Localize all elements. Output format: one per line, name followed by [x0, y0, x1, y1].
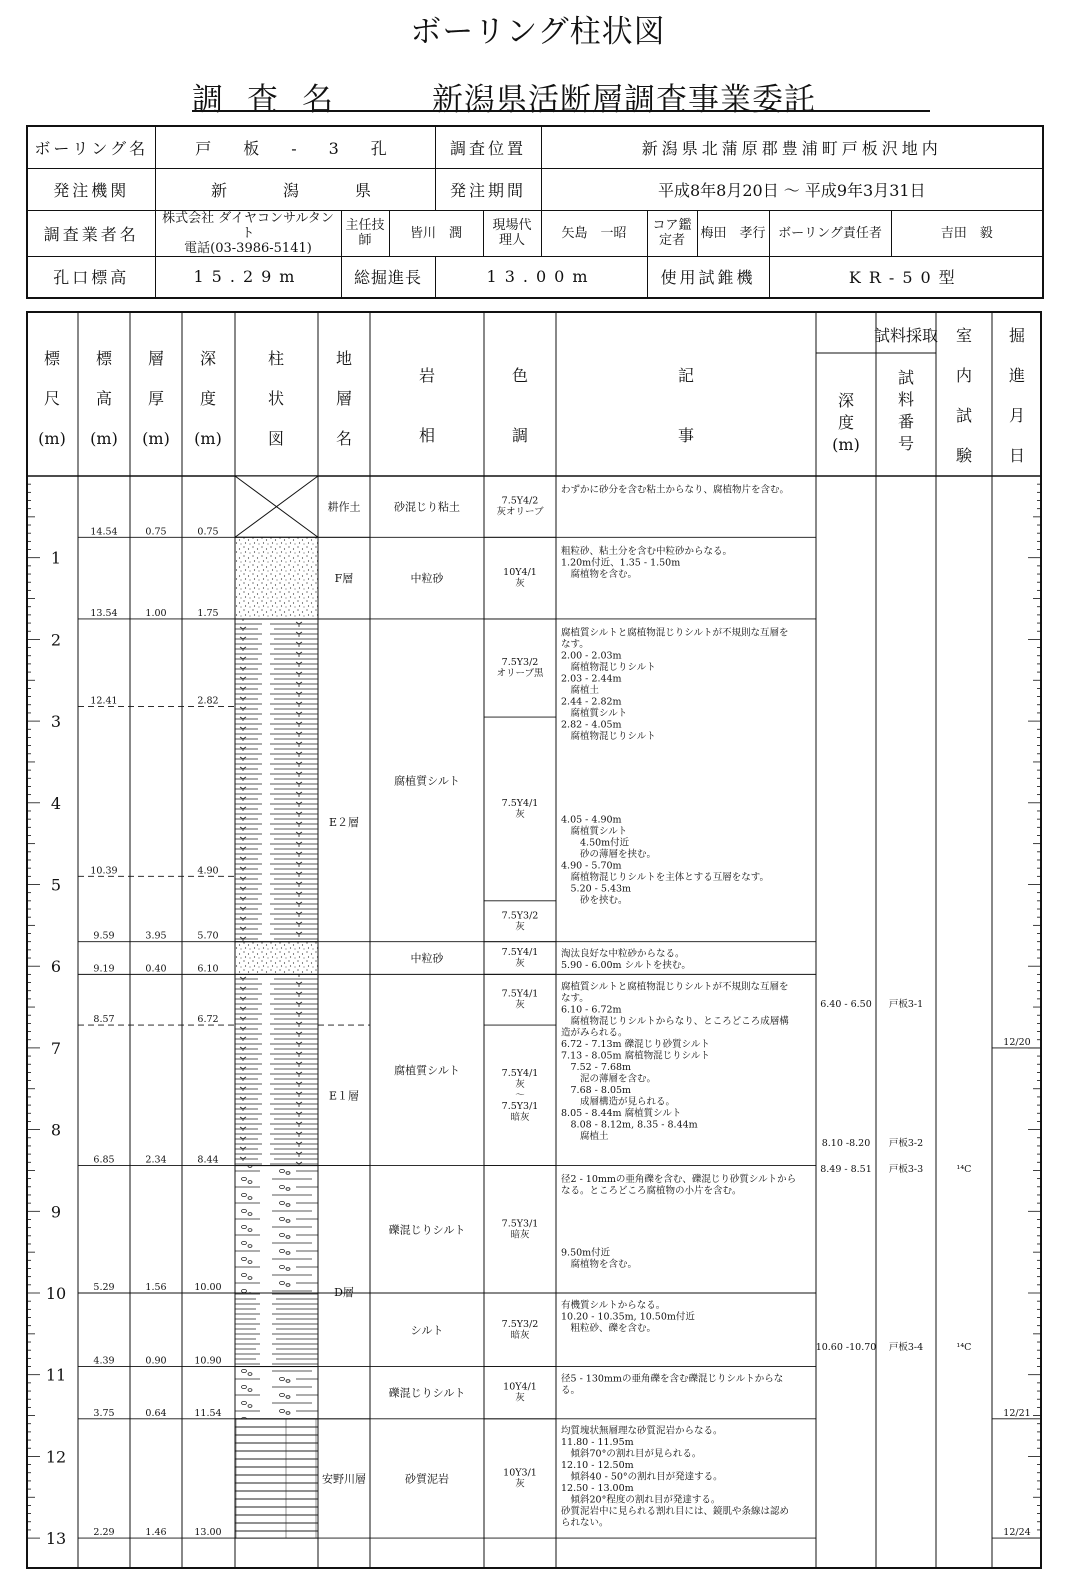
color-text: 〜	[515, 1089, 525, 1101]
note-line: 径2 - 10mmの亜角礫を含む、礫混じり砂質シルトから	[561, 1174, 797, 1186]
boring-log-chart	[26, 311, 1042, 1569]
column-pattern-grid	[235, 1419, 318, 1538]
lab-test: ¹⁴C	[956, 1163, 972, 1175]
scale-label: 9	[50, 1202, 62, 1222]
boundary-thickness: 1.56	[145, 1282, 167, 1293]
boring-name: 戸 板 - 3 孔	[155, 126, 435, 168]
stratum-name: E１層	[328, 1089, 360, 1103]
note-line: 腐植土	[561, 1130, 609, 1142]
boundary-depth: 10.00	[194, 1282, 222, 1293]
header-scale: 標	[43, 349, 61, 368]
header-depth: 度	[199, 389, 217, 408]
header-sample-no: 番	[897, 412, 915, 431]
header-depth: 深	[199, 349, 217, 368]
header-scale: (m)	[38, 429, 66, 448]
boundary-thickness: 0.40	[145, 963, 167, 975]
boundary-depth: 6.72	[197, 1014, 219, 1026]
color-text: 暗灰	[510, 1111, 530, 1123]
header-sample-depth: 度	[837, 413, 855, 432]
boundary-elevation: 9.19	[93, 963, 115, 975]
header-thickness: (m)	[142, 429, 170, 448]
color-text: 7.5Y3/1	[501, 1218, 539, 1230]
color-text: 灰オリーブ	[496, 506, 544, 518]
note-line: 傾斜70°の割れ目が見られる。	[561, 1448, 702, 1460]
column-pattern-silt	[235, 619, 318, 942]
boundary-depth: 8.44	[197, 1154, 219, 1166]
chief-label: 主任技師	[341, 210, 389, 256]
header-elevation: 高	[95, 389, 113, 408]
note-line: 泥の薄層を含む。	[561, 1073, 657, 1085]
color-text: 10Y4/1	[503, 1381, 537, 1393]
scale-label: 8	[50, 1120, 62, 1140]
scale-label: 4	[50, 793, 62, 813]
column-pattern-gravel	[235, 1367, 318, 1419]
header-progress: 進	[1008, 366, 1026, 385]
note-line: 腐植質シルトと腐植物混じりシルトが不規則な互層を	[561, 627, 789, 639]
note-line: 8.05 - 8.44m 腐植質シルト	[561, 1107, 682, 1119]
note-line: 12.10 - 12.50m	[561, 1460, 634, 1472]
stratum-name: F層	[334, 572, 354, 586]
boundary-depth: 1.75	[197, 607, 219, 619]
progress-date: 12/21	[1003, 1407, 1031, 1419]
color-text: 7.5Y4/1	[501, 797, 539, 809]
color-text: 7.5Y3/1	[501, 1100, 539, 1112]
note-line: 粗粒砂、礫を含む。	[561, 1322, 657, 1334]
header-elevation: (m)	[90, 429, 118, 448]
column-pattern-silt	[235, 974, 318, 1165]
site-agent: 矢島 一昭	[541, 210, 647, 256]
color-text: 7.5Y4/1	[501, 1067, 539, 1079]
scale-label: 2	[50, 630, 62, 650]
boundary-depth: 10.90	[194, 1355, 222, 1367]
progress-date: 12/24	[1003, 1527, 1031, 1539]
header-progress: 日	[1008, 446, 1026, 465]
note-line: 砂の薄層を挟む。	[561, 849, 657, 861]
note-line: 6.72 - 7.13m 礫混じり砂質シルト	[561, 1038, 710, 1050]
column-pattern-gravel	[235, 1166, 318, 1293]
header-notes: 記	[677, 366, 695, 385]
boundary-elevation: 5.29	[93, 1282, 115, 1293]
boundary-elevation: 4.39	[93, 1355, 115, 1367]
scale-label: 3	[50, 712, 62, 732]
log-body	[46, 476, 1042, 1548]
note-line: 粗粒砂、粘土分を含む中粒砂からなる。	[561, 545, 733, 557]
lithology-name: 中粒砂	[410, 952, 444, 966]
header-table	[26, 125, 1044, 299]
color-text: 7.5Y4/1	[501, 947, 539, 959]
note-line: られない。	[561, 1517, 609, 1529]
header-sample-no: 試	[897, 368, 915, 387]
header-depth: (m)	[194, 429, 222, 448]
note-line: 傾斜20°程度の割れ目が発達する。	[561, 1494, 721, 1506]
note-line: 腐植物混じりシルト	[561, 731, 656, 743]
contractor	[155, 210, 341, 256]
boundary-depth: 11.54	[194, 1407, 222, 1419]
header-stratum: 名	[335, 429, 353, 448]
boundary-depth: 0.75	[197, 526, 219, 538]
sample-depth: 8.10 -8.20	[821, 1137, 871, 1149]
stratum-name: D層	[334, 1286, 354, 1300]
boundary-thickness: 0.64	[145, 1407, 167, 1419]
note-line: 腐植質シルトと腐植物混じりシルトが不規則な互層を	[561, 981, 789, 993]
note-line: 径5 - 130mmの亜角礫を含む礫混じりシルトからな	[561, 1373, 784, 1385]
header-lab: 験	[955, 446, 973, 465]
client: 新 潟 県	[155, 168, 435, 210]
note-line: る。	[561, 1384, 581, 1396]
elevation: 15.29m	[155, 256, 341, 298]
header-color: 色	[511, 366, 529, 385]
color-text: 7.5Y3/2	[501, 910, 539, 922]
boring-log	[26, 311, 1042, 1569]
scale-label: 10	[45, 1284, 67, 1303]
note-line: なる。ところどころ腐植物の小片を含む。	[561, 1185, 742, 1197]
color-text: 灰	[515, 578, 525, 590]
contractor-label: 調査業者名	[27, 210, 155, 256]
note-line: 2.82 - 4.05m	[561, 719, 622, 731]
progress-date: 12/20	[1003, 1036, 1031, 1048]
note-line: なす。	[561, 992, 589, 1004]
sample-depth: 10.60 -10.70	[815, 1342, 877, 1354]
scale-label: 6	[50, 957, 62, 977]
boundary-depth: 5.70	[197, 930, 219, 942]
color-text: 7.5Y3/2	[501, 656, 539, 668]
header-elevation: 標	[95, 349, 113, 368]
note-line: 6.10 - 6.72m	[561, 1004, 622, 1016]
boundary-elevation: 3.75	[93, 1407, 115, 1419]
note-line: 4.05 - 4.90m	[561, 814, 622, 826]
boundary-thickness: 0.75	[145, 526, 167, 538]
header-thickness: 厚	[147, 389, 165, 408]
header-lithology: 岩	[418, 366, 436, 385]
contractor-name: 株式会社 ダイヤコンサルタント	[162, 210, 334, 241]
total-length: 13.00m	[435, 256, 647, 298]
color-text: 10Y4/1	[503, 567, 537, 579]
header-lab: 室	[955, 326, 973, 345]
note-line: 2.44 - 2.82m	[561, 696, 622, 708]
lithology-name: 腐植質シルト	[394, 774, 460, 788]
header-color: 調	[511, 426, 529, 445]
boring-name-label: ボーリング名	[27, 126, 155, 168]
note-line: 腐植物混じりシルト	[561, 662, 656, 674]
header-sample-depth: (m)	[832, 435, 860, 454]
lithology-name: 中粒砂	[410, 572, 444, 586]
header-stratum: 地	[335, 349, 353, 368]
color-text: 10Y3/1	[503, 1467, 537, 1479]
column-pattern-plain	[235, 1293, 318, 1367]
boring-resp: 吉田 毅	[891, 210, 1043, 256]
note-line: 腐植質シルト	[561, 826, 628, 838]
stratum-name: 耕作土	[327, 500, 361, 514]
boundary-thickness: 1.46	[145, 1527, 167, 1539]
location: 新潟県北蒲原郡豊浦町戸板沢地内	[541, 126, 1043, 168]
period-label: 発注期間	[435, 168, 541, 210]
survey-name-value: 新潟県活断層調査事業委託	[432, 82, 816, 118]
color-text: 灰	[515, 808, 525, 820]
header-stratum: 層	[335, 389, 353, 408]
header-lab: 試	[955, 406, 973, 425]
note-line: 2.03 - 2.44m	[561, 673, 622, 685]
note-line: 2.00 - 2.03m	[561, 650, 622, 662]
lithology-name: 腐植質シルト	[394, 1063, 460, 1077]
color-text: 灰	[515, 999, 525, 1011]
lithology-name: 砂混じり粘土	[394, 500, 460, 514]
header-column: 図	[267, 429, 285, 448]
boundary-elevation: 12.41	[90, 695, 118, 707]
sample-depth: 8.49 - 8.51	[820, 1163, 872, 1175]
log-column-headers	[38, 326, 1025, 465]
header-sampling: 試料採取	[873, 326, 939, 345]
column-pattern-sand	[235, 942, 318, 975]
color-text: 7.5Y3/2	[501, 1318, 539, 1330]
column-pattern-sand	[235, 537, 318, 619]
sample-number: 戸板3-4	[888, 1342, 924, 1354]
header-progress: 月	[1008, 406, 1026, 425]
header-scale: 尺	[43, 389, 61, 408]
note-line: 7.13 - 8.05m 腐植物混じりシルト	[561, 1050, 710, 1062]
elevation-label: 孔口標高	[27, 256, 155, 298]
stratum-name: 安野川層	[322, 1472, 366, 1486]
note-line: 有機質シルトからなる。	[561, 1299, 666, 1311]
lithology-name: シルト	[410, 1323, 444, 1337]
note-line: 8.08 - 8.12m, 8.35 - 8.44m	[561, 1119, 698, 1131]
note-line: 成層構造が見られる。	[561, 1096, 676, 1108]
color-text: 灰	[515, 1478, 525, 1490]
scale-label: 5	[50, 875, 62, 895]
boundary-depth: 13.00	[194, 1527, 222, 1539]
note-line: 腐植土	[561, 685, 600, 697]
lithology-name: 砂質泥岩	[405, 1472, 449, 1486]
boundary-depth: 2.82	[197, 695, 219, 707]
header-notes: 事	[677, 426, 695, 445]
machine: KR-50型	[769, 256, 1043, 298]
note-line: わずかに砂分を含む粘土からなり、腐植物片を含む。	[561, 484, 790, 496]
boring-resp-label: ボーリング責任者	[769, 210, 891, 256]
color-text: 7.5Y4/2	[501, 495, 539, 507]
header-sample-depth: 深	[837, 391, 855, 410]
note-line: 12.50 - 13.00m	[561, 1483, 634, 1495]
machine-label: 使用試錐機	[647, 256, 769, 298]
boundary-elevation: 6.85	[93, 1154, 115, 1166]
color-text: 暗灰	[510, 1229, 530, 1241]
boundary-elevation: 14.54	[90, 526, 118, 538]
boundary-elevation: 13.54	[90, 607, 118, 619]
note-line: 4.50m付近	[561, 837, 630, 849]
boundary-elevation: 9.59	[93, 930, 115, 942]
core: 梅田 孝行	[697, 210, 769, 256]
survey-name	[192, 74, 930, 118]
sample-number: 戸板3-1	[888, 998, 924, 1010]
boundary-thickness: 0.90	[145, 1355, 167, 1367]
color-text: 灰	[515, 1078, 525, 1090]
boundary-thickness: 3.95	[145, 930, 167, 942]
boundary-depth: 6.10	[197, 963, 219, 975]
header-thickness: 層	[147, 349, 165, 368]
note-line: 腐植物を含む。	[561, 1259, 638, 1271]
note-line: 砂質泥岩中に見られる割れ目には、鏡肌や条線は認め	[561, 1506, 790, 1518]
header-sample-no: 号	[897, 434, 915, 453]
note-line: 5.90 - 6.00m シルトを挟む。	[561, 960, 691, 972]
core-label: コア鑑定者	[647, 210, 697, 256]
header-column: 柱	[267, 349, 285, 368]
note-line: 7.68 - 8.05m	[561, 1084, 632, 1096]
color-text: 灰	[515, 1392, 525, 1404]
note-line: 砂を挟む。	[561, 895, 628, 907]
note-line: 腐植質シルト	[561, 708, 628, 720]
header-lithology: 相	[418, 426, 436, 445]
note-line: 腐植物混じりシルトを主体とする互層をなす。	[561, 872, 770, 884]
scale-label: 12	[45, 1447, 67, 1467]
chief: 皆川 潤	[389, 210, 483, 256]
note-line: 11.80 - 11.95m	[561, 1437, 634, 1449]
note-line: 造がみられる。	[561, 1027, 628, 1039]
header-progress: 掘	[1008, 326, 1026, 345]
scale-label: 11	[45, 1365, 67, 1385]
header-column: 状	[267, 389, 285, 408]
location-label: 調査位置	[435, 126, 541, 168]
note-line: 1.20m付近、1.35 - 1.50m	[561, 557, 681, 569]
scale-label: 13	[45, 1529, 67, 1549]
sample-number: 戸板3-3	[888, 1163, 924, 1175]
scale-label: 1	[50, 548, 62, 568]
header-sample-no: 料	[897, 390, 915, 409]
note-line: 腐植物混じりシルトからなり、ところどころ成層構	[561, 1015, 789, 1027]
page-title: ボーリング柱状図	[410, 14, 666, 50]
note-line: なす。	[561, 639, 589, 651]
note-line: 均質塊状無層理な砂質泥岩からなる。	[561, 1425, 723, 1437]
boundary-thickness: 2.34	[145, 1154, 167, 1166]
client-label: 発注機関	[27, 168, 155, 210]
stratum-name: E２層	[328, 815, 360, 829]
boundary-thickness: 1.00	[145, 607, 167, 619]
period: 平成8年8月20日 ～ 平成9年3月31日	[541, 168, 1043, 210]
lithology-name: 礫混じりシルト	[388, 1386, 466, 1400]
note-line: 5.20 - 5.43m	[561, 883, 632, 895]
sample-depth: 6.40 - 6.50	[820, 998, 872, 1010]
contractor-phone: 電話(03-3986-5141)	[184, 240, 312, 256]
total-length-label: 総掘進長	[341, 256, 435, 298]
color-text: 7.5Y4/1	[501, 988, 539, 1000]
note-line: 9.50m付近	[561, 1247, 611, 1259]
note-line: 4.90 - 5.70m	[561, 860, 622, 872]
survey-name-label: 調査名	[192, 82, 357, 118]
color-text: オリーブ黒	[496, 667, 544, 679]
note-line: 10.20 - 10.35m, 10.50m付近	[561, 1311, 695, 1323]
boundary-elevation: 2.29	[93, 1527, 115, 1539]
note-line: 傾斜40 - 50°の割れ目が発達する。	[561, 1471, 723, 1483]
site-agent-label: 現場代理人	[483, 210, 541, 256]
color-text: 暗灰	[510, 1329, 530, 1341]
color-text: 灰	[515, 921, 525, 933]
lithology-name: 礫混じりシルト	[388, 1223, 466, 1237]
header-lab: 内	[955, 366, 973, 385]
boundary-elevation: 10.39	[90, 865, 118, 877]
boundary-elevation: 8.57	[93, 1014, 115, 1026]
lab-test: ¹⁴C	[956, 1342, 972, 1354]
boundary-depth: 4.90	[197, 865, 219, 877]
note-line: 7.52 - 7.68m	[561, 1061, 632, 1073]
sample-number: 戸板3-2	[888, 1137, 924, 1149]
note-line: 腐植物を含む。	[561, 568, 638, 580]
note-line: 淘汰良好な中粒砂からなる。	[561, 948, 685, 960]
color-text: 灰	[515, 958, 525, 970]
scale-label: 7	[50, 1038, 62, 1058]
